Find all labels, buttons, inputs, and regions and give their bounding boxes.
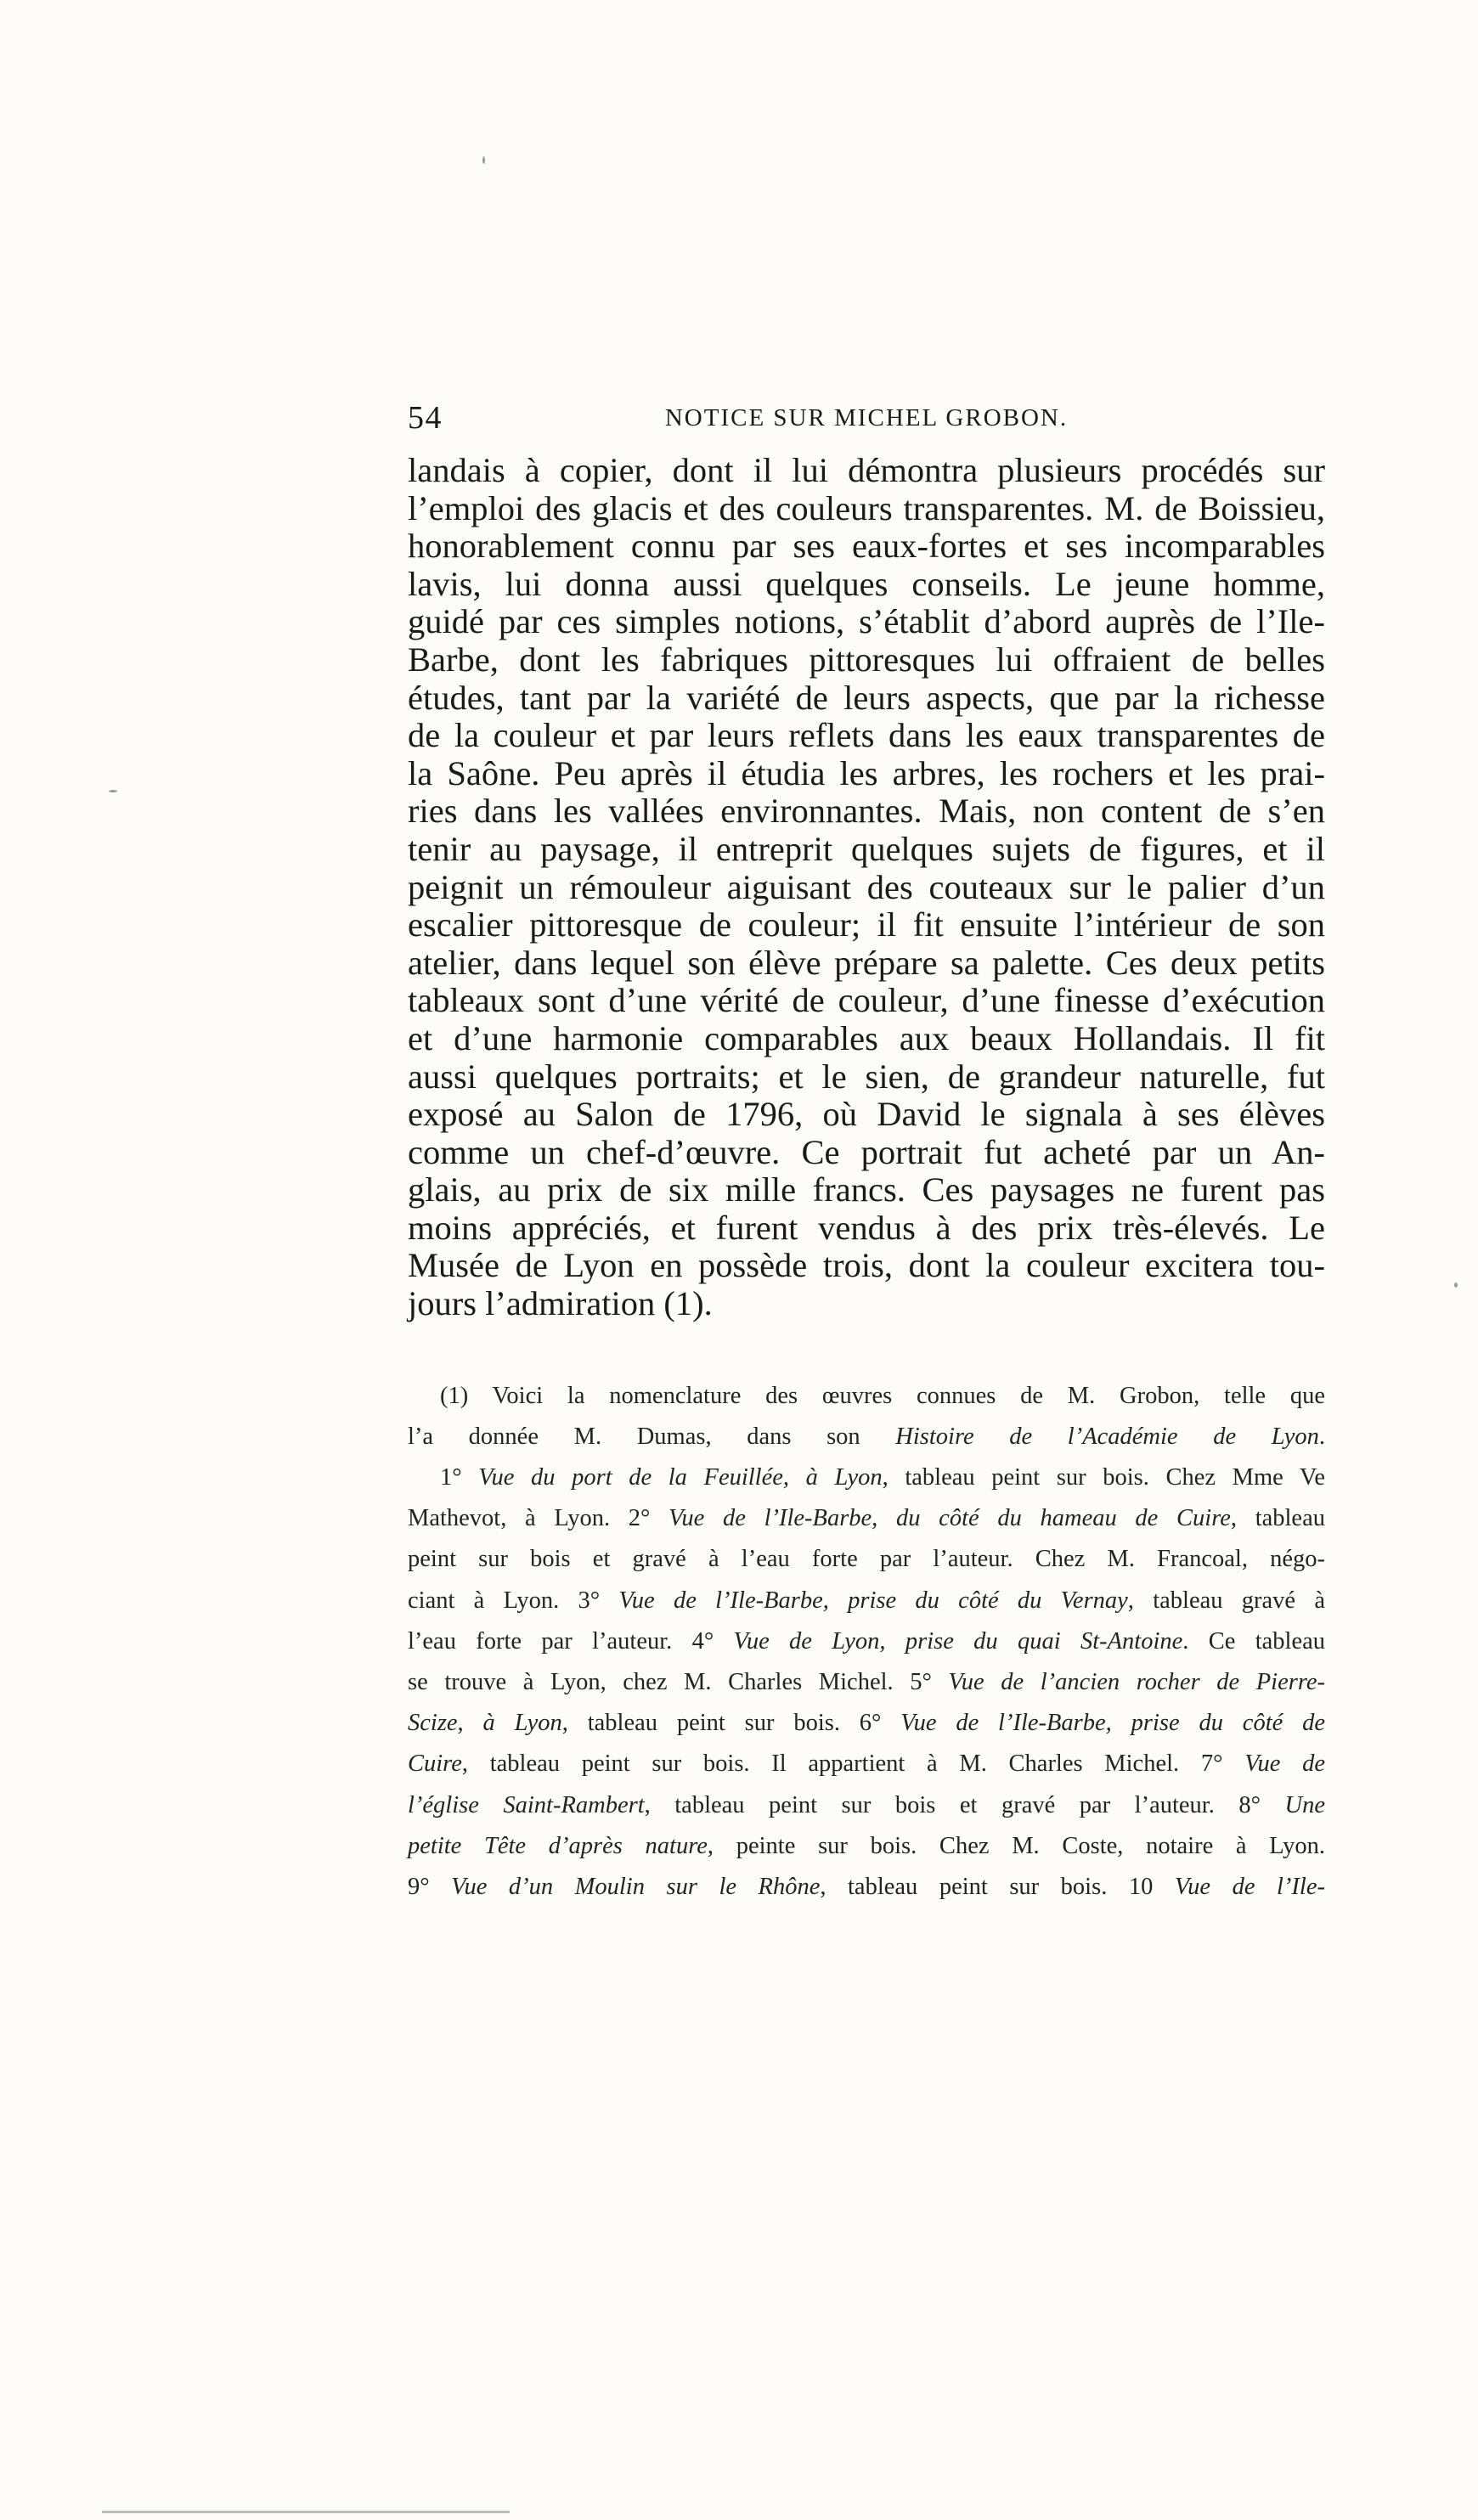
footnote-text: peint sur bois et gravé à l’eau forte par l’auteur. Chez M. Francoal, négo- <box>408 1546 1325 1573</box>
footnote-text: . <box>1318 1423 1325 1450</box>
body-line: et d’une harmonie comparables aux beaux Hollandais. Il fit <box>408 1018 1325 1057</box>
footnote-text: , tableau peint sur bois. Il appartient à M. Charles Michel. 7° <box>461 1750 1245 1778</box>
footnote-text: , peinte sur bois. Chez M. Coste, notaire à Lyon. <box>707 1832 1325 1859</box>
footnote-italic-text: l’église Saint-Rambert <box>408 1791 645 1818</box>
body-line: ries dans les vallées environnantes. Mais, non content de s’en <box>408 792 1325 831</box>
footnote-line <box>408 1581 1325 1621</box>
footnote-text: 1° <box>440 1464 479 1491</box>
footnote-italic-text: petite Tête d’après nature <box>408 1832 708 1859</box>
footnote-text: l’a donnée M. Dumas, dans son <box>408 1423 896 1450</box>
body-line: honorablement connu par ses eaux-fortes et ses incomparables <box>408 527 1325 566</box>
footnote-italic-text: Vue du port de la Feuillée, à Lyon <box>478 1464 883 1491</box>
body-line: glais, au prix de six mille francs. Ces paysages ne furent pas <box>408 1170 1325 1209</box>
footnote-text: se trouve à Lyon, chez M. Charles Michel. 5° <box>408 1669 949 1696</box>
footnote-italic-text: Vue de l’Ile-Barbe, prise du côté du Vernay <box>618 1587 1128 1614</box>
footnote-line <box>408 1498 1325 1539</box>
footnote-italic-text: Vue de Lyon, prise du quai St-Antoine <box>733 1627 1183 1655</box>
bottom-rule <box>102 2511 510 2513</box>
ink-speck <box>109 790 117 792</box>
footnote-italic-text: Vue de l’Ile- <box>1174 1874 1325 1901</box>
main-text <box>408 452 1325 1323</box>
footnote-italic-text: Vue de l’Ile-Barbe, prise du côté de <box>900 1710 1325 1737</box>
body-line: escalier pittoresque de couleur; il fit ensuite l’intérieur de son <box>408 905 1325 944</box>
body-line: jours l’admiration (1). <box>408 1284 713 1323</box>
body-line: de la couleur et par leurs reflets dans les eaux transparentes de <box>408 716 1325 755</box>
footnote-line <box>408 1867 1325 1908</box>
footnote-line <box>408 1744 1325 1784</box>
running-head <box>408 399 1325 450</box>
footnote-italic-text: Vue d’un Moulin sur le Rhône <box>451 1874 821 1901</box>
footnote-text: , tableau peint sur bois. 10 <box>820 1874 1175 1901</box>
body-line: guidé par ces simples notions, s’établit d’abord auprès de l’Ile- <box>408 602 1325 641</box>
body-line: Barbe, dont les fabriques pittoresques lui offraient de belles <box>408 640 1325 679</box>
footnote-text: ciant à Lyon. 3° <box>408 1587 619 1614</box>
footnote-text: . Ce tableau <box>1182 1627 1325 1655</box>
body-line: l’emploi des glacis et des couleurs transparentes. M. de Boissieu, <box>408 488 1325 527</box>
footnote-text: , tableau <box>1230 1505 1325 1532</box>
running-title: NOTICE SUR MICHEL GROBON. <box>664 404 1069 431</box>
footnote-text: , tableau peint sur bois. Chez Mme Ve <box>882 1464 1325 1491</box>
body-line: exposé au Salon de 1796, où David le signala à ses élèves <box>408 1095 1325 1134</box>
footnote-line <box>408 1417 1325 1457</box>
footnote-text: 9° <box>408 1874 452 1901</box>
footnote-line <box>408 1662 1325 1703</box>
body-line: moins appréciés, et furent vendus à des prix très-élevés. Le <box>408 1208 1325 1247</box>
book-page <box>408 399 1325 1908</box>
footnote-line <box>408 1539 1325 1580</box>
footnote-italic-text: Vue de <box>1244 1750 1325 1778</box>
body-line: landais à copier, dont il lui démontra plusieurs procédés sur <box>408 451 1325 489</box>
footnote-line <box>408 1376 1325 1417</box>
footnote-line <box>408 1826 1325 1867</box>
page-number: 54 <box>408 400 443 436</box>
body-line: peignit un rémouleur aiguisant des couteaux sur le palier d’un <box>408 867 1325 906</box>
footnote-line <box>408 1785 1325 1826</box>
footnote-line <box>408 1457 1325 1498</box>
body-line: tableaux sont d’une vérité de couleur, d’une finesse d’exécution <box>408 981 1325 1020</box>
ink-speck <box>482 156 485 164</box>
footnote-text: , tableau peint sur bois et gravé par l’auteur. 8° <box>644 1791 1285 1818</box>
footnote-italic-text: Histoire de l’Académie de Lyon <box>895 1423 1319 1450</box>
body-line: la Saône. Peu après il étudia les arbres, les rochers et les prai- <box>408 753 1325 792</box>
footnote-italic-text: Scize, à Lyon <box>408 1710 562 1737</box>
body-line: lavis, lui donna aussi quelques conseils. Le jeune homme, <box>408 564 1325 603</box>
body-line: atelier, dans lequel son élève prépare sa palette. Ces deux petits <box>408 943 1325 982</box>
body-line: aussi quelques portraits; et le sien, de grandeur naturelle, fut <box>408 1057 1325 1096</box>
footnote-italic-text: Une <box>1284 1791 1325 1818</box>
ink-speck <box>1454 1283 1458 1288</box>
footnote-text: l’eau forte par l’auteur. 4° <box>408 1627 734 1655</box>
body-line: tenir au paysage, il entreprit quelques sujets de figures, et il <box>408 829 1325 868</box>
body-line: comme un chef-d’œuvre. Ce portrait fut acheté par un An- <box>408 1132 1325 1171</box>
footnote-line <box>408 1703 1325 1744</box>
footnote-italic-text: Vue de l’ancien rocher de Pierre- <box>948 1669 1325 1696</box>
footnote-text: (1) Voici la nomenclature des œuvres connues de M. Grobon, telle que <box>440 1382 1325 1409</box>
footnote <box>408 1376 1325 1908</box>
body-line: Musée de Lyon en possède trois, dont la couleur excitera tou- <box>408 1246 1325 1285</box>
footnote-text: , tableau gravé à <box>1127 1587 1325 1614</box>
footnote-line <box>408 1621 1325 1662</box>
body-line: études, tant par la variété de leurs aspects, que par la richesse <box>408 678 1325 717</box>
footnote-text: , tableau peint sur bois. 6° <box>561 1710 901 1737</box>
footnote-italic-text: Vue de l’Ile-Barbe, du côté du hameau de Cuire <box>668 1505 1231 1532</box>
footnote-text: Mathevot, à Lyon. 2° <box>408 1505 669 1532</box>
footnote-italic-text: Cuire <box>408 1750 462 1778</box>
